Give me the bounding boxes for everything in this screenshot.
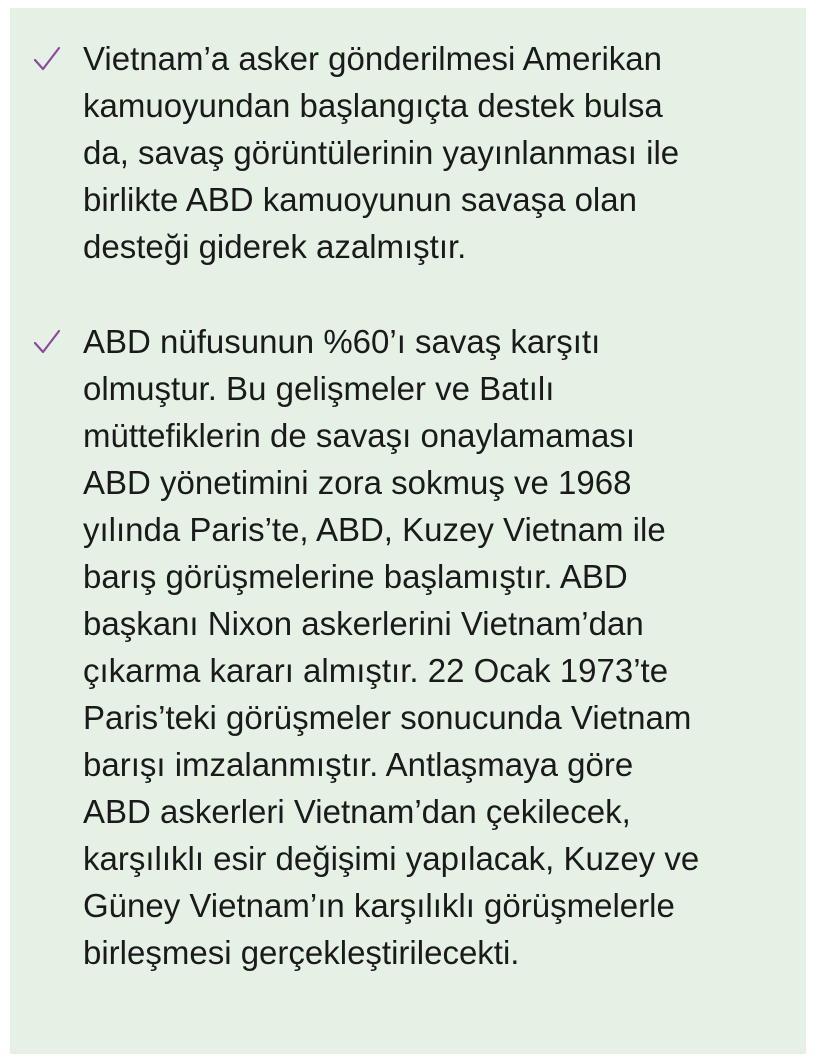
info-panel <box>10 8 806 1054</box>
bullet-text: ABD nüfusunun %60’ı savaş karşıtı olmuştur. Bu gelişmeler ve Batılı müttefiklerin de savaşı onaylamaması ABD yönetimini zora sokmuş ve 1968 yılında Paris’te, ABD, Kuzey Vietnam ile barış görüşmelerine başlamıştır. ABD başkanı Nixon askerlerini Vietnam’dan çıkarma kararı almıştır. 22 Ocak 1973’te Paris’teki görüşmeler sonucunda Vietnam barışı imzalanmıştır. Antlaşmaya göre ABD askerleri Vietnam’dan çekilecek, karşılıklı esir değişimi yapılacak, Kuzey ve Güney Vietnam’ın karşılıklı görüşmelerle birleşmesi gerçekleştirilecekti. <box>83 323 700 971</box>
checkmark-icon <box>32 328 62 358</box>
checkmark-icon <box>32 45 62 75</box>
bullet-text: Vietnam’a asker gönderilmesi Amerikan kamuoyundan başlangıçta destek bulsa da, savaş görüntülerinin yayınlanması ile birlikte ABD kamuoyunun savaşa olan desteği giderek azalmıştır. <box>83 40 680 265</box>
